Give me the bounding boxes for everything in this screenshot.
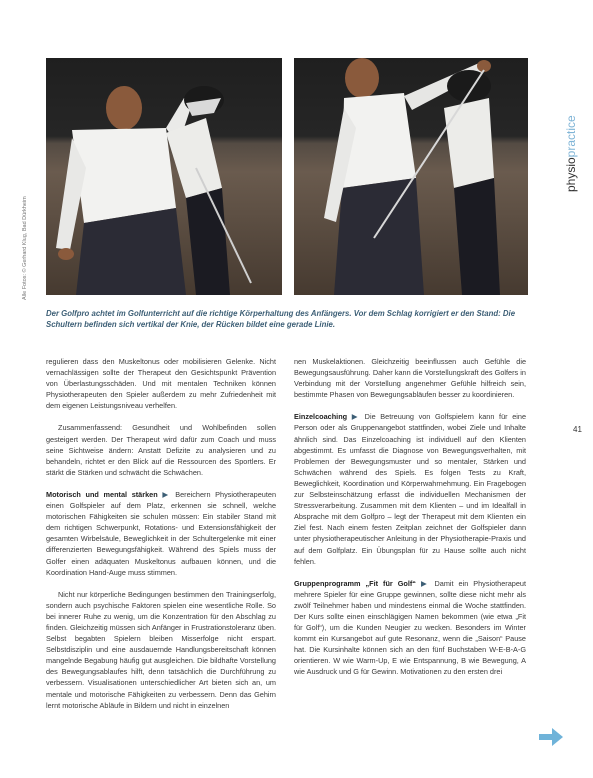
golf-lesson-illustration-right: [294, 58, 528, 295]
article-column-right: [294, 356, 526, 689]
section-heading: Gruppenprogramm „Fit für Golf“: [294, 578, 416, 588]
paragraph-text: Bereichern Physiotherapeuten einen Golfspieler auf dem Platz, erkennen sie schnell, welche motorischen Fähigkeiten sie schulen müssen: Ein stabiler Stand mit dem richtigen Schwerpunkt, Rotations- und Extensionsfähigkeit der gesamten Wirbelsäule, Beweglichkeit in der Schultergelenke mit einer differenzierten Bewegungsfähigkeit. Während des Spiels muss der Golfer einen adäquaten Muskeltonus aufbauen können, und die Koordination Hand-Auge muss stimmen.: [46, 489, 277, 577]
photo-credit: Alle Fotos: © Gerhard Klug, Bad Dürkheim: [22, 196, 28, 300]
paragraph: nen Muskelaktionen. Gleichzeitig beeinflussen auch Gefühle die Bewegungsausführung. Daher kann die Vorstellungskraft des Golfers in Verbindung mit der Vorstellung angenehmer Gefühle hilfreich sein, bestimmte Phasen von Bewegungsabläufen besser zu koordinieren.: [294, 357, 526, 400]
triangle-right-icon: ▶: [162, 489, 171, 499]
section-paragraph: [294, 411, 526, 566]
section-paragraph: [294, 578, 526, 678]
page-number: 41: [573, 425, 582, 434]
arrow-right-icon: [539, 728, 563, 746]
photo-posture-correction: [46, 58, 282, 295]
triangle-right-icon: ▶: [420, 578, 430, 588]
section-title-part1: physio: [564, 157, 578, 192]
paragraph: Nicht nur körperliche Bedingungen bestimmen den Trainingserfolg, sondern auch psychische Faktoren spielen eine wesentliche Rolle. So bei innerer Ruhe zu wenig, um die Konzentration für den Abschlag zu finden. Gleichzeitig müssen sich Anfänger in Frustrationstoleranz üben. Selbst begabten Spielern bleiben Misserfolge nicht erspart. Selbstdisziplin und eine ausdauernde Handlungsbereitschaft können mangelnde Begabung häufig gut ausgleichen. Die bildhafte Vorstellung des Bewegungsablaufes hilft, denn tatsächlich die Durchführung zu verbessern. Visualisationen unterschiedlicher Art bieten sich an, um mentale und motorische Fähigkeiten zu verbessern. Denn das Gehirn lernt motorische Abläufe in Bildern und nicht in einzelnen: [46, 589, 276, 710]
paragraph: regulieren dass den Muskeltonus oder mobilisieren Gelenke. Nicht vernachlässigen sollte der Therapeut den Gesichtspunkt Prävention von Überlastungsschäden. Und mit mentalen Techniken können Physiotherapeuten den Spieler außerdem zu mehr Zufriedenheit mit dem eigenen Leistungsniveau verhelfen.: [46, 357, 276, 411]
golf-lesson-illustration-left: [46, 58, 282, 295]
paragraph-text: Die Betreuung von Golfspielern kann für eine Person oder als Gruppenangebot stattfinden, wobei Ziele und Inhalte ähnlich sind. Das Einzelcoaching ist individuell auf den Klienten abgestimmt. Es umfasst die Diagnose von Bewegungsverhalten, mit Problemen der Bewegungsmuster und so mentaler, Stärken und Schwächen während des Spiels. Es folgen Tests zu Kraft, Beweglichkeit, Koordination und Körperwahrnehmung. Ein Fragebogen zur Selbsteinschätzung erfasst die individuellen Mechanismen der Stressverarbeitung. Zusammen mit dem Klienten – und im Idealfall in Absprache mit dem Golfpro – legt der Therapeut mit dem Klienten ein Ziel fest. Nach einem festen Zeitplan zeichnet der Golfspieler dann unter physiotherapeutischer Anleitung in der Physiotherapie-Praxis und auf dem Golfplatz. Ein Übungsplan für zu Hause sollte auch nicht fehlen.: [294, 412, 527, 566]
section-title-part2: practice: [564, 115, 578, 158]
photo-caption: Der Golfpro achtet im Golfunterricht auf die richtige Körperhaltung des Anfängers. Vor dem Schlag korrigiert er den Stand: Die Schultern befinden sich vertikal der Knie, der Rücken bildet eine gerade Linie.: [46, 309, 516, 329]
magazine-section-title: [564, 115, 578, 192]
paragraph-text: Damit ein Physiotherapeut mehrere Spieler für eine Gruppe gewinnen, sollte diese nicht mehr als zwölf Teilnehmer haben und mindestens einmal die Woche stattfinden. Der Kurs sollte einen einschlägigen Namen bekommen (wie etwa „Fit für Golf“), um die Kunden Neugier zu wecken. Besonders im Winter kommt ein Kursangebot auf gute Resonanz, wenn die „Saison“ Pause hat. Die Kursinhalte können sich an den fünf Buchstaben W-E-B-A-G orientieren. W wie Warm-Up, E wie Entspannung, B wie Bewegung, A wie Ausdruck und G für Gewinn. Motivationen zu den ersten drei: [294, 578, 526, 677]
article-column-left: [46, 356, 276, 722]
triangle-right-icon: ▶: [351, 412, 361, 422]
section-heading: Einzelcoaching: [294, 412, 348, 422]
section-paragraph: [46, 489, 276, 578]
photo-swing-correction: [294, 58, 528, 295]
paragraph: Zusammenfassend: Gesundheit und Wohlbefinden sollen gesteigert werden. Der Therapeut wird dafür zum Coach und muss seine Sichtweise ändern: Anstatt Defizite zu analysieren und zu behandeln, richtet er den Blick auf die Ressourcen des Sportlers. Er stärkt die Stärken und schwächt die Schwächen.: [46, 423, 276, 477]
section-heading: Motorisch und mental stärken: [46, 489, 158, 499]
